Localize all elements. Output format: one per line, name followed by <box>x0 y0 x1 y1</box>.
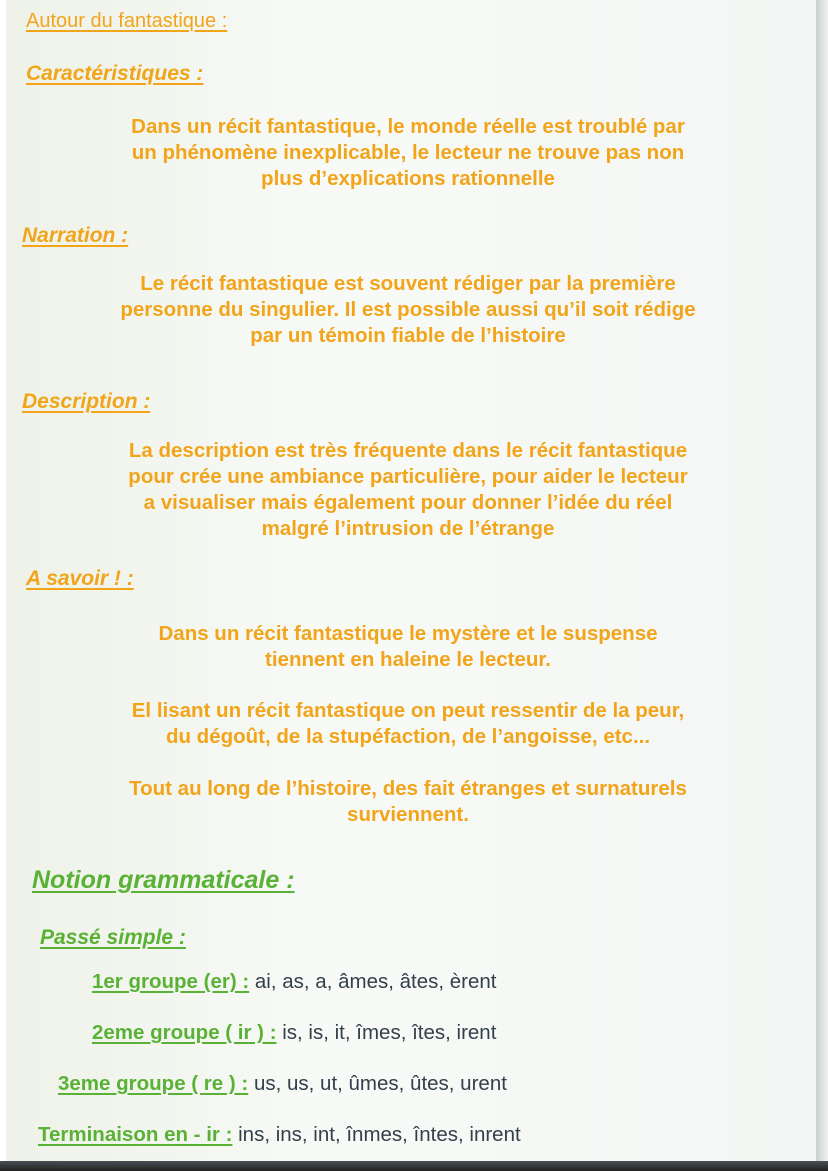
heading-notion-grammaticale: Notion grammaticale : <box>32 866 295 894</box>
heading-description: Description : <box>22 390 151 413</box>
group-label: 1er groupe (er) : <box>92 970 250 993</box>
document-page <box>6 0 816 1163</box>
text-line: tiennent en haleine le lecteur. <box>265 648 551 671</box>
paragraph-caracteristiques <box>18 114 798 192</box>
text-line: surviennent. <box>347 803 469 826</box>
document-title: Autour du fantastique : <box>26 10 228 32</box>
text-line: El lisant un récit fantastique on peut ressentir de la peur, <box>131 699 685 722</box>
text-line: malgré l’intrusion de l’étrange <box>261 517 555 540</box>
paragraph-description <box>18 438 798 542</box>
text-line: a visualiser mais également pour donner l’idée du réel <box>143 491 673 514</box>
text-line: pour crée une ambiance particulière, pour aider le lecteur <box>128 465 688 488</box>
paragraph-narration <box>18 271 798 349</box>
group-endings: ai, as, a, âmes, âtes, èrent <box>254 970 497 993</box>
conjugation-row-3eme-groupe <box>58 1072 507 1096</box>
group-endings: us, us, ut, ûmes, ûtes, urent <box>253 1072 507 1095</box>
conjugation-row-terminaison-ir <box>38 1123 521 1147</box>
text-line: un phénomène inexplicable, le lecteur ne trouve pas non <box>131 141 685 164</box>
text-line: Dans un récit fantastique, le monde réelle est troublé par <box>131 115 685 138</box>
text-line: Dans un récit fantastique le mystère et le suspense <box>158 622 658 645</box>
page-edge-shadow <box>816 0 828 1171</box>
page-bottom-edge <box>0 1161 828 1171</box>
paragraph-a-savoir-3 <box>18 776 798 828</box>
text-line: du dégoût, de la stupéfaction, de l’angoisse, etc... <box>165 725 651 748</box>
heading-caracteristiques: Caractéristiques : <box>26 62 204 85</box>
paragraph-a-savoir-1 <box>18 621 798 673</box>
group-label: Terminaison en - ir : <box>38 1123 233 1146</box>
heading-passe-simple: Passé simple : <box>40 926 186 949</box>
text-line: personne du singulier. Il est possible aussi qu’il soit rédige <box>120 298 696 321</box>
paragraph-a-savoir-2 <box>18 698 798 750</box>
text-line: Le récit fantastique est souvent rédiger par la première <box>140 272 676 295</box>
heading-a-savoir: A savoir ! : <box>26 567 134 590</box>
conjugation-row-1er-groupe <box>92 970 496 994</box>
group-endings: is, is, it, îmes, îtes, irent <box>282 1021 497 1044</box>
text-line: par un témoin fiable de l’histoire <box>250 324 566 347</box>
group-label: 2eme groupe ( ir ) : <box>92 1021 277 1044</box>
group-endings: ins, ins, int, înmes, întes, inrent <box>238 1123 521 1146</box>
text-line: plus d’explications rationnelle <box>261 167 555 190</box>
text-line: La description est très fréquente dans le récit fantastique <box>128 439 688 462</box>
heading-narration: Narration : <box>22 224 129 247</box>
text-line: Tout au long de l’histoire, des fait étranges et surnaturels <box>129 777 687 800</box>
conjugation-row-2eme-groupe <box>92 1021 496 1045</box>
group-label: 3eme groupe ( re ) : <box>58 1072 249 1095</box>
